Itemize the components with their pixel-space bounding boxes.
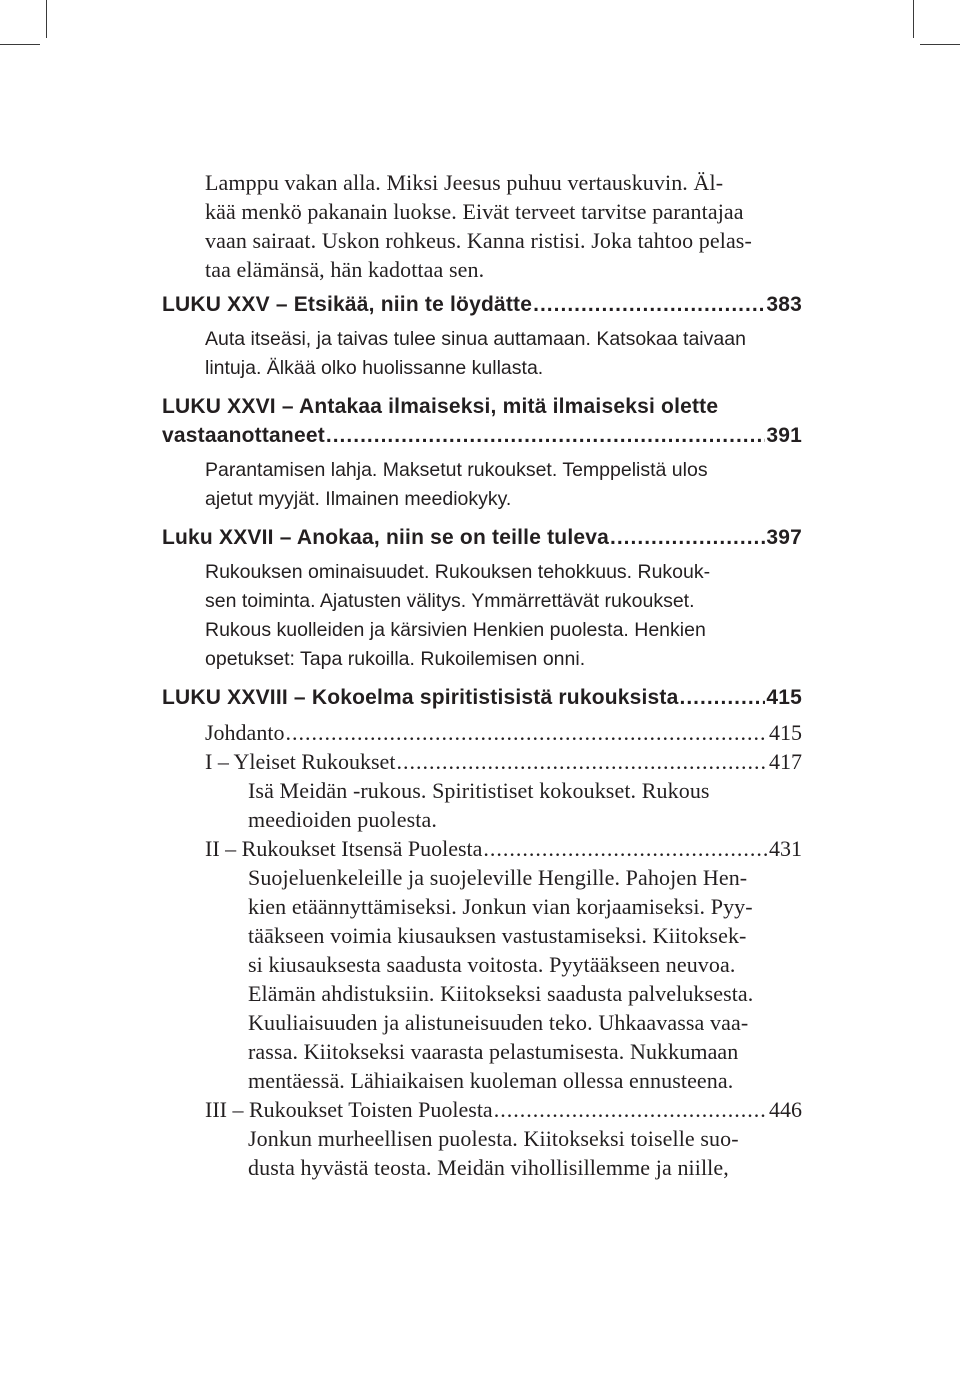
- text-line: rassa. Kiitokseksi vaarasta pelastumisesta. Nukkumaan: [248, 1039, 739, 1064]
- section-2-summary: [248, 863, 802, 1095]
- dot-leader: [680, 683, 766, 712]
- text-line: ajetut myyjät. Ilmainen meediokyky.: [205, 488, 512, 510]
- text-line: lintuja. Älkää olko huolissanne kullasta.: [205, 357, 544, 379]
- toc-entry-section-1: [205, 747, 802, 776]
- page-number: 431: [769, 836, 802, 861]
- text-line: Suojeluenkeleille ja suojeleville Hengille. Pahojen Hen-: [248, 865, 748, 890]
- page-number: 383: [766, 293, 802, 316]
- chapter-26-summary: [205, 456, 802, 514]
- text-line: Auta itseäsi, ja taivas tulee sinua auttamaan. Katsokaa taivaan: [205, 328, 746, 350]
- text-line: kien etäännyttämiseksi. Jonkun vian korjaamiseksi. Pyy-: [248, 894, 753, 919]
- chapter-title: LUKU XXVIII – Kokoelma spiritistisistä rukouksista: [162, 686, 679, 709]
- page-number: 415: [769, 720, 802, 745]
- text-line: mentäessä. Lähiaikaisen kuoleman ollessa ennusteena.: [248, 1068, 734, 1093]
- page-number: 415: [766, 686, 802, 709]
- toc-entry-chapter-26: [162, 392, 802, 450]
- toc-entry-chapter-28: [162, 683, 802, 712]
- text-line: Kuuliaisuuden ja alistuneisuuden teko. Uhkaavassa vaa-: [248, 1010, 749, 1035]
- chapter-title-line: LUKU XXVI – Antakaa ilmaiseksi, mitä ilmaiseksi olette: [162, 395, 719, 418]
- dot-leader: [285, 718, 768, 747]
- text-line: dusta hyvästä teosta. Meidän vihollisillemme ja niille,: [248, 1155, 729, 1180]
- dot-leader: [533, 290, 765, 319]
- toc-entry-chapter-25: [162, 290, 802, 319]
- dot-leader: [610, 523, 765, 552]
- text-line: Parantamisen lahja. Maksetut rukoukset. Temppelistä ulos: [205, 459, 708, 481]
- chapter-27-summary: [205, 558, 802, 674]
- dot-leader: [326, 421, 765, 450]
- toc-entry-chapter-27: [162, 523, 802, 552]
- section-title: II – Rukoukset Itsensä Puolesta: [205, 836, 483, 861]
- dot-leader: [483, 834, 768, 863]
- text-line: Rukous kuolleiden ja kärsivien Henkien puolesta. Henkien: [205, 619, 706, 641]
- page-number: 397: [766, 526, 802, 549]
- text-line: si kiusauksesta saadusta voitosta. Pyytääkseen neuvoa.: [248, 952, 736, 977]
- page-number: 446: [769, 1097, 802, 1122]
- section-1-summary: [248, 776, 802, 834]
- intro-paragraph: [205, 168, 802, 284]
- crop-mark-top-right-vertical: [913, 0, 914, 38]
- chapter-title: LUKU XXV – Etsikää, niin te löydätte: [162, 293, 533, 316]
- crop-mark-top-left-horizontal: [0, 44, 40, 45]
- text-line: kää menkö pakanain luokse. Eivät terveet tarvitse parantajaa: [205, 199, 744, 224]
- crop-mark-top-right-horizontal: [920, 44, 960, 45]
- text-line: meedioiden puolesta.: [248, 807, 437, 832]
- text-line: Lamppu vakan alla. Miksi Jeesus puhuu vertauskuvin. Äl-: [205, 170, 724, 195]
- text-line: Jonkun murheellisen puolesta. Kiitokseksi toiselle suo-: [248, 1126, 739, 1151]
- chapter-title-line: vastaanottaneet: [162, 424, 325, 447]
- section-3-summary: [248, 1124, 802, 1182]
- section-title: Johdanto: [205, 720, 285, 745]
- text-line: Rukouksen ominaisuudet. Rukouksen tehokkuus. Rukouk-: [205, 561, 711, 583]
- dot-leader: [494, 1095, 768, 1124]
- text-line: Isä Meidän -rukous. Spiritistiset kokoukset. Rukous: [248, 778, 710, 803]
- page-number: 417: [769, 749, 802, 774]
- toc-entry-section-2: [205, 834, 802, 863]
- text-line: Elämän ahdistuksiin. Kiitokseksi saadusta palveluksesta.: [248, 981, 754, 1006]
- section-title: I – Yleiset Rukoukset: [205, 749, 396, 774]
- section-title: III – Rukoukset Toisten Puolesta: [205, 1097, 493, 1122]
- text-line: sen toiminta. Ajatusten välitys. Ymmärrettävät rukoukset.: [205, 590, 695, 612]
- table-of-contents-page: [162, 168, 802, 1182]
- crop-mark-top-left-vertical: [46, 0, 47, 38]
- text-line: opetukset: Tapa rukoilla. Rukoilemisen onni.: [205, 648, 586, 670]
- dot-leader: [396, 747, 768, 776]
- chapter-title: Luku XXVII – Anokaa, niin se on teille tuleva: [162, 526, 610, 549]
- text-line: täākseen voimia kiusauksen vastustamiseksi. Kiitoksek-: [248, 923, 747, 948]
- text-line: vaan sairaat. Uskon rohkeus. Kanna ristisi. Joka tahtoo pelas-: [205, 228, 752, 253]
- chapter-25-summary: [205, 325, 802, 383]
- page-number: 391: [766, 424, 802, 447]
- toc-entry-section-3: [205, 1095, 802, 1124]
- text-line: taa elämänsä, hän kadottaa sen.: [205, 257, 485, 282]
- toc-entry-johdanto: [205, 718, 802, 747]
